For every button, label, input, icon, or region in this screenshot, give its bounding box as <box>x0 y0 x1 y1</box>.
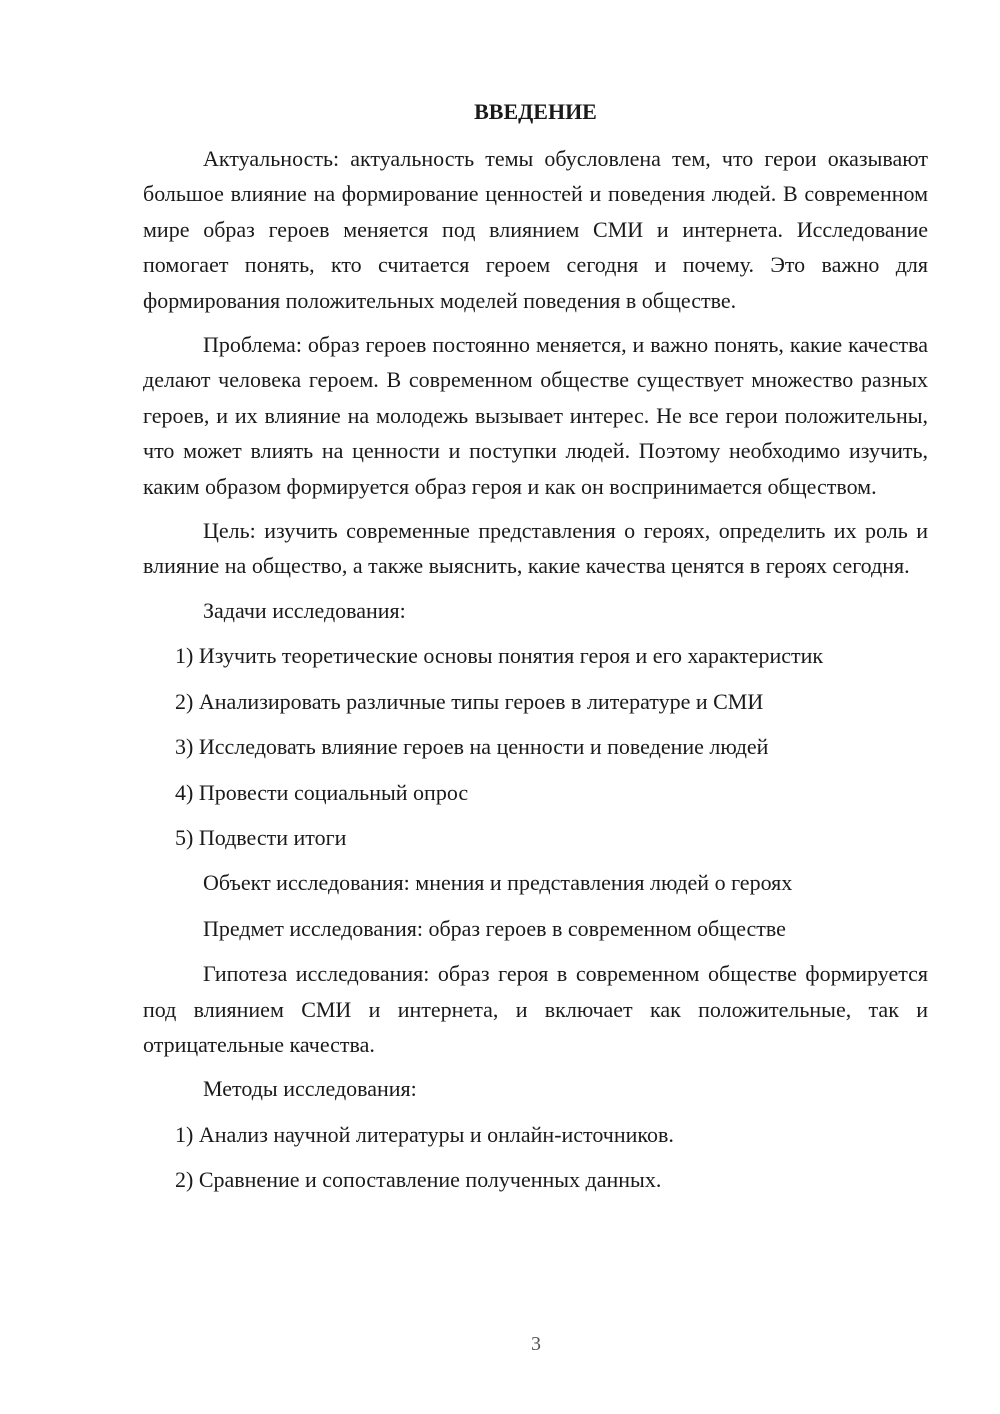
list-item: 3) Исследовать влияние героев на ценности и поведение людей <box>175 734 769 760</box>
page-number: 3 <box>531 1333 541 1355</box>
list-item: 2) Анализировать различные типы героев в литературе и СМИ <box>175 688 764 714</box>
list-item: 2) Сравнение и сопоставление полученных данных. <box>175 1167 662 1193</box>
tasks-list <box>143 638 928 855</box>
list-item: 1) Анализ научной литературы и онлайн-источников. <box>175 1121 674 1147</box>
section-title: ВВЕДЕНИЕ <box>474 99 597 124</box>
goal-paragraph: Цель: изучить современные представления о героях, определить их роль и влияние на общество, а также выяснить, какие качества ценятся в героях сегодня. <box>143 518 928 579</box>
methods-list <box>143 1117 928 1198</box>
tasks-heading: Задачи исследования: <box>203 597 406 623</box>
list-item: 4) Провести социальный опрос <box>175 779 469 805</box>
relevance-paragraph: Актуальность: актуальность темы обусловлена тем, что герои оказывают большое влияние на формирование ценностей и поведения людей. В современном мире образ героев меняется под влиянием СМИ и интернета. Исследование помогает понять, кто считается героем сегодня и почему. Это важно для формирования положительных моделей поведения в обществе. <box>143 146 928 313</box>
list-item: 5) Подвести итоги <box>175 824 347 850</box>
page-content <box>143 94 928 1208</box>
subject-line: Предмет исследования: образ героев в современном обществе <box>203 915 786 941</box>
hypothesis-paragraph: Гипотеза исследования: образ героя в современном обществе формируется под влиянием СМИ и интернета, и включает как положительные, так и отрицательные качества. <box>143 961 928 1057</box>
problem-paragraph: Проблема: образ героев постоянно меняется, и важно понять, какие качества делают человека героем. В современном обществе существует множество разных героев, и их влияние на молодежь вызывает интерес. Не все герои положительны, что может влиять на ценности и поступки людей. Поэтому необходимо изучить, каким образом формируется образ героя и как он воспринимается обществом. <box>143 332 928 499</box>
list-item: 1) Изучить теоретические основы понятия героя и его характеристик <box>175 643 824 669</box>
object-line: Объект исследования: мнения и представления людей о героях <box>203 870 793 896</box>
methods-heading: Методы исследования: <box>203 1076 417 1102</box>
